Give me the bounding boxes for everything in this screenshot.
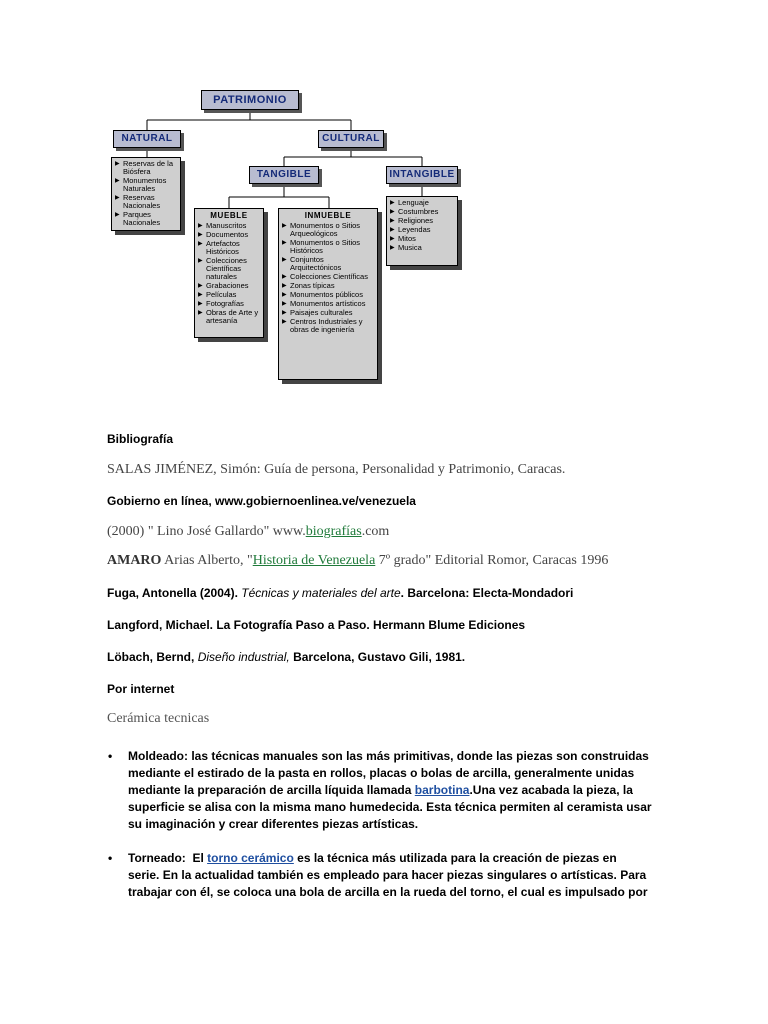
reference-amaro-post: 7º grado" Editorial Romor, Caracas 1996 [375, 553, 609, 568]
reference-amaro [107, 553, 608, 569]
bibliografia-heading: Bibliografía [107, 432, 174, 446]
reference-amaro-author: AMARO [107, 553, 162, 568]
patrimonio-diagram [0, 0, 768, 400]
moldeado-term: Moldeado: [128, 749, 188, 763]
list-item: ▶ Religiones [390, 217, 454, 225]
list-item: ▶ Parques Nacionales [115, 211, 177, 227]
list-item: ▶ Grabaciones [198, 282, 260, 290]
torneado-text: es la técnica más utilizada para la creación de piezas en [293, 851, 617, 865]
list-item: ▶ Monumentos o Sitios Históricos [282, 239, 374, 255]
ceramica-heading: Cerámica tecnicas [107, 711, 210, 726]
cultural-label: CULTURAL [322, 133, 380, 144]
natural-list [115, 160, 177, 227]
reference-lobach-title: Diseño industrial, [197, 650, 290, 664]
reference-lino-post: .com [361, 524, 390, 539]
list-item: ▶ Documentos [198, 231, 260, 239]
list-item: ▶ Reservas de la Biósfera [115, 160, 177, 176]
torneado-text: El [185, 851, 208, 865]
cultural-header [318, 130, 384, 148]
list-item-torneado [108, 850, 668, 901]
mueble-box [194, 208, 264, 338]
natural-box [111, 157, 181, 231]
reference-salas: SALAS JIMÉNEZ, Simón: Guía de persona, Personalidad y Patrimonio, Caracas. [107, 462, 566, 477]
torno-ceramico-link[interactable]: torno cerámico [207, 851, 294, 865]
moldeado-line [128, 782, 668, 799]
moldeado-line [128, 748, 668, 765]
moldeado-text: .Una vez acabada la pieza, la [469, 783, 633, 797]
natural-header [113, 130, 181, 148]
list-item: ▶ Leyendas [390, 226, 454, 234]
tangible-header [249, 166, 319, 184]
list-item: ▶ Obras de Arte y artesanía [198, 309, 260, 325]
torneado-line: trabajar con él, se coloca una bola de arcilla en la rueda del torno, el cual es impulsado por [128, 885, 648, 899]
biografias-link[interactable]: biografías [305, 524, 362, 539]
reference-langford: Langford, Michael. La Fotografía Paso a Paso. Hermann Blume Ediciones [107, 618, 526, 632]
tangible-label: TANGIBLE [256, 169, 312, 180]
reference-lobach [107, 650, 465, 664]
list-item: ▶ Musica [390, 244, 454, 252]
natural-label: NATURAL [121, 133, 173, 144]
reference-fuga-post: . Barcelona: Electa-Mondadori [400, 586, 574, 600]
list-item: ▶ Zonas típicas [282, 282, 374, 290]
historia-venezuela-link[interactable]: Historia de Venezuela [252, 553, 376, 568]
torneado-line [128, 850, 668, 867]
moldeado-line: mediante el estirado de la pasta en rollos, placas o bolas de arcilla, generalmente unidas [128, 766, 635, 780]
por-internet-heading: Por internet [107, 682, 175, 696]
moldeado-text: las técnicas manuales son las más primitivas, donde las piezas son construidas [188, 749, 649, 763]
inmueble-list [282, 222, 374, 334]
torneado-term: Torneado: [128, 851, 186, 865]
reference-gobierno: Gobierno en línea, www.gobiernoenlinea.ve/venezuela [107, 494, 416, 508]
reference-fuga [107, 586, 573, 600]
list-item: ▶ Centros Industriales y obras de ingeniería [282, 318, 374, 334]
intangible-header [386, 166, 458, 184]
reference-lino-pre: (2000) " Lino José Gallardo" www. [107, 524, 306, 539]
patrimonio-label: PATRIMONIO [213, 94, 287, 106]
list-item: ▶ Monumentos artísticos [282, 300, 374, 308]
list-item: ▶ Películas [198, 291, 260, 299]
list-item: ▶ Colecciones Científicas naturales [198, 257, 260, 281]
list-item: ▶ Conjuntos Arquitectónicos [282, 256, 374, 272]
list-item: ▶ Paisajes culturales [282, 309, 374, 317]
reference-lobach-post: Barcelona, Gustavo Gili, 1981. [289, 650, 466, 664]
list-item: ▶ Mitos [390, 235, 454, 243]
bullet-icon: • [108, 749, 113, 763]
torneado-line: serie. En la actualidad también es empleado para hacer piezas singulares o artísticas. Para [128, 868, 647, 882]
moldeado-text: mediante la preparación de arcilla líquida llamada [128, 783, 415, 797]
list-item: ▶ Reservas Nacionales [115, 194, 177, 210]
list-item: ▶ Artefactos Históricos [198, 240, 260, 256]
intangible-label: INTANGIBLE [389, 169, 455, 180]
inmueble-title: INMUEBLE [304, 211, 352, 220]
reference-fuga-title: Técnicas y materiales del arte [241, 586, 401, 600]
moldeado-line: superficie se alisa con la misma mano humedecida. Esta técnica permiten al ceramista usar [128, 800, 652, 814]
intangible-box [386, 196, 458, 266]
patrimonio-header [201, 90, 299, 110]
bullet-icon: • [108, 851, 113, 865]
mueble-title: MUEBLE [210, 211, 248, 220]
reference-lobach-pre: Löbach, Bernd, [107, 650, 198, 664]
intangible-list [390, 199, 454, 252]
list-item: ▶ Colecciones Científicas [282, 273, 374, 281]
reference-amaro-pre: Arias Alberto, " [161, 553, 253, 568]
barbotina-link[interactable]: barbotina [414, 783, 470, 797]
moldeado-line: su imaginación y crear diferentes piezas artísticas. [128, 817, 419, 831]
list-item: ▶ Manuscritos [198, 222, 260, 230]
reference-fuga-pre: Fuga, Antonella (2004). [107, 586, 242, 600]
reference-lino [107, 524, 389, 540]
list-item: ▶ Fotografías [198, 300, 260, 308]
list-item: ▶ Costumbres [390, 208, 454, 216]
list-item: ▶ Monumentos o Sitios Arqueológicos [282, 222, 374, 238]
list-item: ▶ Monumentos Naturales [115, 177, 177, 193]
list-item: ▶ Monumentos públicos [282, 291, 374, 299]
inmueble-box [278, 208, 378, 380]
list-item-moldeado [108, 748, 668, 833]
list-item: ▶ Lenguaje [390, 199, 454, 207]
mueble-list [198, 222, 260, 325]
